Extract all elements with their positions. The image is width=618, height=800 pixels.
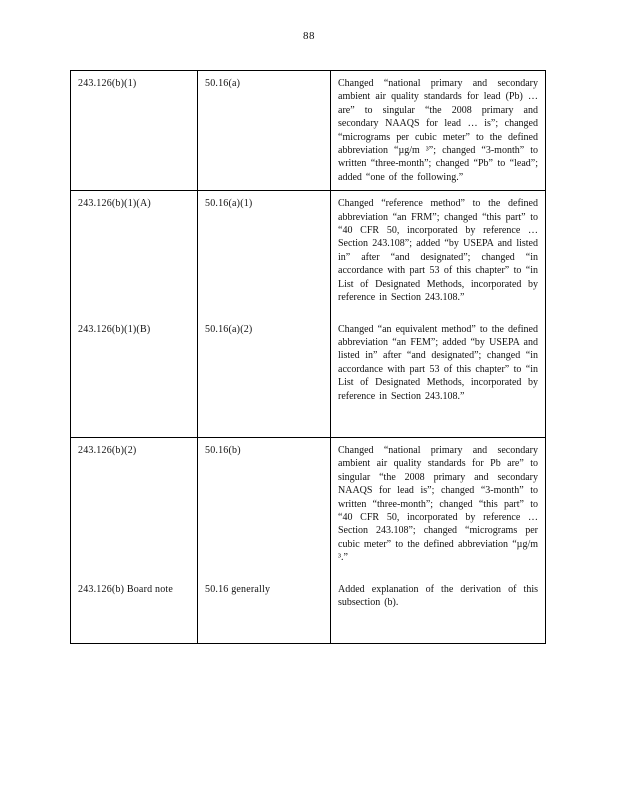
table-group-2 — [71, 191, 546, 438]
change-description: Changed “national primary and secondary ambient air quality standards for lead (Pb) … are” to singular “the 2008 primary and secondary NAAQS for lead … is”; changed “micrograms per cubic meter” to the defined abbreviation “µg/m ³”; changed “3-month” to written “three-month”; changed “Pb” to “lead”; added “one of the following.” — [338, 78, 538, 183]
description-cell — [331, 565, 546, 644]
table-group-3 — [71, 437, 546, 643]
state-citation: 243.126(b)(1)(A) — [78, 198, 151, 210]
table-row — [71, 191, 546, 305]
page-number: 88 — [303, 30, 315, 42]
change-description: Changed “an equivalent method” to the defined abbreviation “an FEM”; added “by USEPA and listed in” after “and designated”; changed “in accordance with part 53 of this chapter” to “in List of Designated Methods, incorporated by reference in Section 243.108.” — [338, 323, 538, 402]
table-row — [71, 437, 546, 564]
description-cell — [331, 71, 546, 191]
state-citation-cell — [71, 191, 198, 305]
federal-citation-cell — [198, 565, 331, 644]
table-row — [71, 71, 546, 191]
state-citation: 243.126(b)(1)(B) — [78, 323, 151, 335]
state-citation: 243.126(b)(2) — [78, 444, 137, 456]
description-cell — [331, 191, 546, 305]
table-row — [71, 565, 546, 644]
federal-citation: 50.16(a)(2) — [205, 323, 253, 335]
federal-citation: 50.16 generally — [205, 583, 271, 595]
description-cell — [331, 437, 546, 564]
federal-citation-cell — [198, 437, 331, 564]
federal-citation: 50.16(b) — [205, 444, 241, 456]
table-group-1 — [71, 71, 546, 191]
description-cell — [331, 305, 546, 438]
derivation-table — [70, 70, 546, 644]
change-description: Changed “national primary and secondary ambient air quality standards for Pb are” to singular “the 2008 primary and secondary NAAQS for lead is”; changed “3-month” to written “three-month”; changed “this part” to “40 CFR 50, incorporated by reference … Section 243.108”; changed “micrograms per cubic meter” to the defined abbreviation “µg/m ³.” — [338, 444, 538, 564]
state-citation-cell — [71, 71, 198, 191]
change-description: Added explanation of the derivation of this subsection (b). — [338, 583, 538, 608]
state-citation-cell — [71, 565, 198, 644]
table-row — [71, 305, 546, 438]
federal-citation: 50.16(a)(1) — [205, 198, 253, 210]
federal-citation-cell — [198, 191, 331, 305]
state-citation-cell — [71, 437, 198, 564]
state-citation-cell — [71, 305, 198, 438]
federal-citation: 50.16(a) — [205, 78, 241, 89]
change-description: Changed “reference method” to the defined abbreviation “an FRM”; changed “this part” to “40 CFR 50, incorporated by reference … Section 243.108”; added “by USEPA and listed in” after “and designated”; changed “in accordance with part 53 of this chapter” to “in List of Designated Methods, incorporated by reference in Section 243.108.” — [338, 198, 538, 304]
federal-citation-cell — [198, 71, 331, 191]
federal-citation-cell — [198, 305, 331, 438]
state-citation: 243.126(b) Board note — [78, 583, 174, 595]
state-citation: 243.126(b)(1) — [78, 78, 137, 89]
